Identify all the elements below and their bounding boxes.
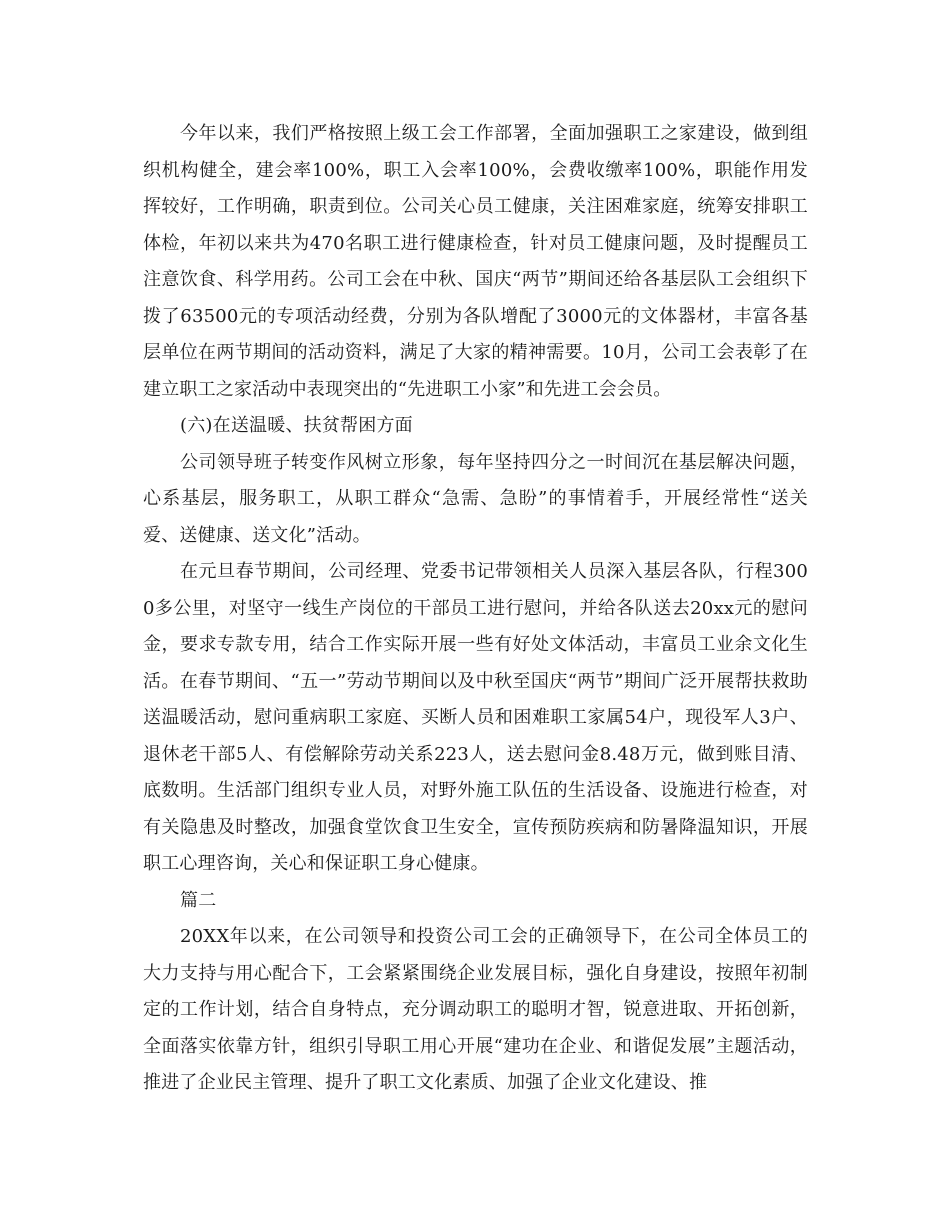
section-heading-warmth: (六)在送温暖、扶贫帮困方面 <box>180 415 413 436</box>
document-body <box>143 116 808 1102</box>
section-heading-part-two: 篇二 <box>180 889 217 911</box>
paragraph-annual-review: 20XX年以来，在公司领导和投资公司工会的正确领导下，在公司全体员工的大力支持与用心配合下，工会紧紧围绕企业发展目标，强化自身建设，按照年初制定的工作计划，结合自身特点，充分调动职工的聪明才智，锐意进取、开拓创新，全面落实依靠方针，组织引导职工用心开展“建功在企业、和谐促发展”主题活动，推进了企业民主管理、提升了职工文化素质、加强了企业文化建设、推 <box>143 926 808 1093</box>
paragraph-staff-home: 今年以来，我们严格按照上级工会工作部署，全面加强职工之家建设，做到组织机构健全，建会率100%，职工入会率100%，会费收缴率100%，职能作用发挥较好，工作明确，职责到位。公司关心员工健康，关注困难家庭，统筹安排职工体检，年初以来共为470名职工进行健康检查，针对员工健康问题，及时提醒员工注意饮食、科学用药。公司工会在中秋、国庆“两节”期间还给各基层队工会组织下拨了63500元的专项活动经费，分别为各队增配了3000元的文体器材，丰富各基层单位在两节期间的活动资料，满足了大家的精神需要。10月，公司工会表彰了在建立职工之家活动中表现突出的“先进职工小家”和先进工会会员。 <box>143 123 808 400</box>
paragraph-leadership: 公司领导班子转变作风树立形象，每年坚持四分之一时间沉在基层解决问题，心系基层，服务职工，从职工群众“急需、急盼”的事情着手，开展经常性“送关爱、送健康、送文化”活动。 <box>143 451 808 546</box>
paragraph-holiday-visits: 在元旦春节期间，公司经理、党委书记带领相关人员深入基层各队，行程3000多公里，对坚守一线生产岗位的干部员工进行慰问，并给各队送去20xx元的慰问金，要求专款专用，结合工作实际开展一些有好处文体活动，丰富员工业余文化生活。在春节期间、“五一”劳动节期间以及中秋至国庆“两节”期间广泛开展帮扶救助送温暖活动，慰问重病职工家庭、买断人员和困难职工家属54户，现役军人3户、退休老干部5人、有偿解除劳动关系223人，送去慰问金8.48万元，做到账目清、底数明。生活部门组织专业人员，对野外施工队伍的生活设备、设施进行检查，对有关隐患及时整改，加强食堂饮食卫生安全，宣传预防疾病和防暑降温知识，开展职工心理咨询，关心和保证职工身心健康。 <box>143 561 808 874</box>
